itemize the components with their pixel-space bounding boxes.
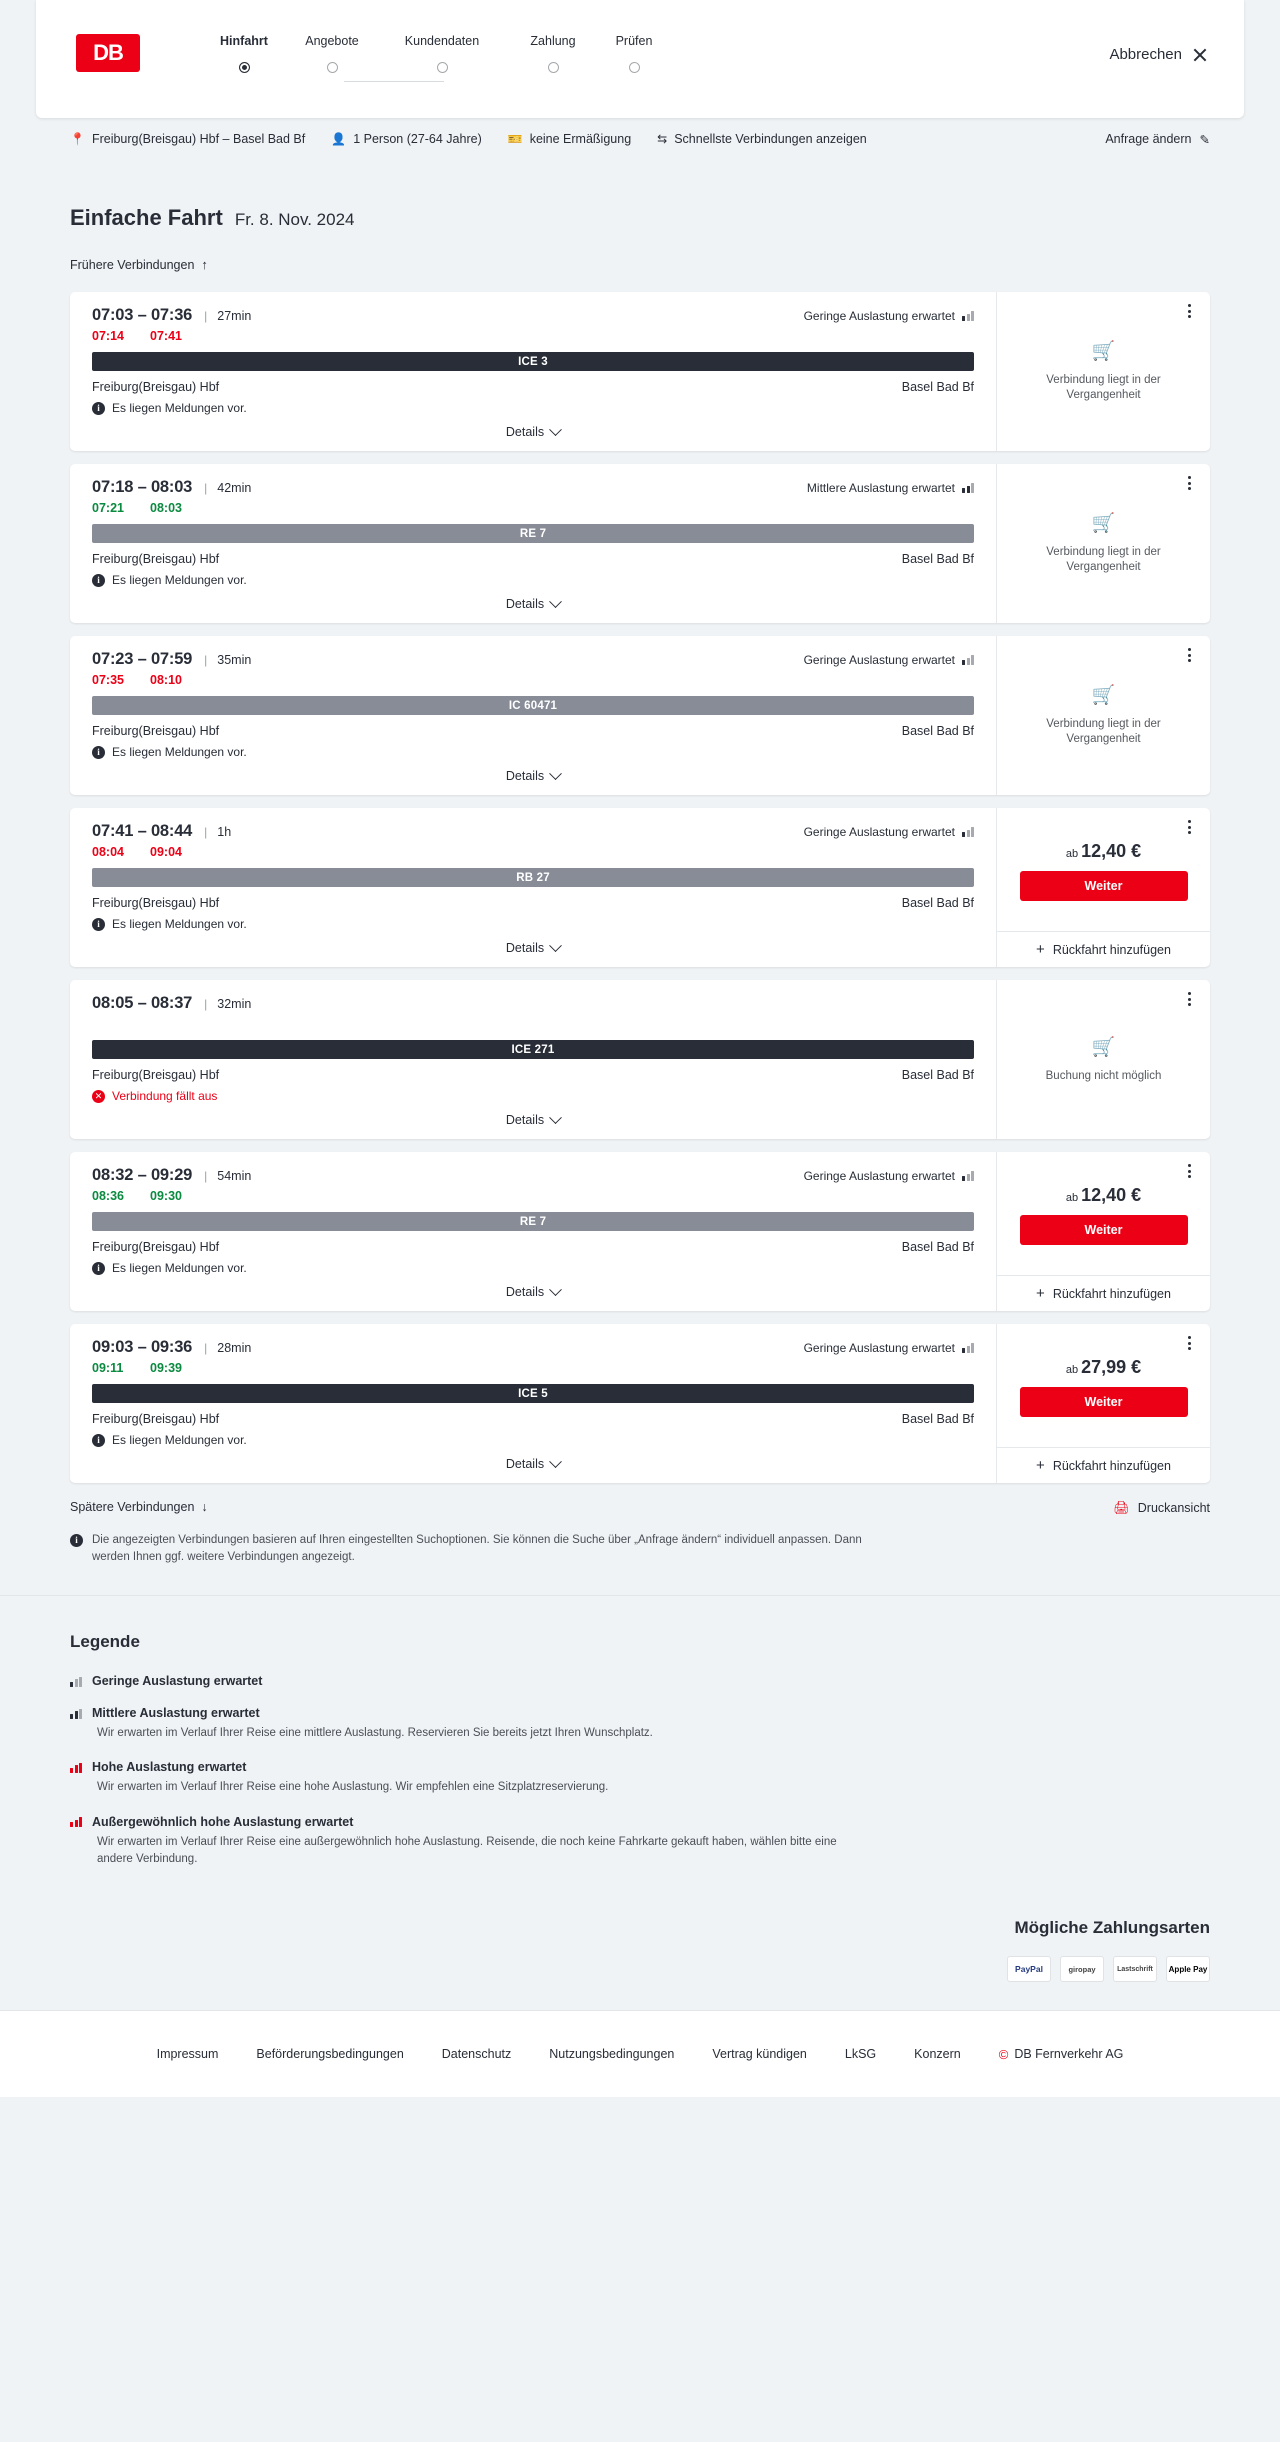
edit-search-label: Anfrage ändern xyxy=(1105,132,1192,146)
time-separator: | xyxy=(204,1340,208,1355)
chevron-down-icon xyxy=(549,595,562,608)
details-toggle[interactable] xyxy=(92,769,974,785)
occupancy-icon xyxy=(962,310,974,321)
legend-items xyxy=(70,1674,1210,1868)
step-dot xyxy=(437,62,448,73)
details-label: Details xyxy=(505,597,545,611)
connection-duration: 27min xyxy=(217,308,252,323)
step-label: Hinfahrt xyxy=(220,34,268,48)
add-return-button[interactable] xyxy=(997,1447,1210,1483)
not-bookable-text: Buchung nicht möglich xyxy=(1045,1069,1162,1082)
page-title xyxy=(70,205,355,231)
connection-details xyxy=(70,980,996,1139)
chevron-down-icon xyxy=(549,1455,562,1468)
connection-booking-panel xyxy=(996,1152,1210,1311)
step-kundendaten[interactable] xyxy=(387,34,497,73)
details-toggle[interactable] xyxy=(92,941,974,957)
connection-booking-panel xyxy=(996,980,1210,1139)
connection-details xyxy=(70,1152,996,1311)
occupancy-indicator xyxy=(804,1341,974,1355)
legend-item xyxy=(70,1760,1210,1796)
legend-item xyxy=(70,1815,1210,1869)
details-toggle[interactable] xyxy=(92,425,974,441)
info-icon: i xyxy=(92,918,105,931)
details-toggle[interactable] xyxy=(92,597,974,613)
plus-icon: + xyxy=(1036,941,1045,958)
copyright-text: DB Fernverkehr AG xyxy=(1014,2047,1124,2061)
time-separator: | xyxy=(204,652,208,667)
later-connections-label: Spätere Verbindungen xyxy=(70,1500,195,1514)
later-connections-button[interactable] xyxy=(70,1500,208,1514)
step-label: Prüfen xyxy=(615,34,653,48)
plus-icon: + xyxy=(1036,1457,1045,1474)
plus-icon: + xyxy=(1036,1285,1045,1302)
messages-notice[interactable] xyxy=(92,573,974,587)
occupancy-indicator xyxy=(807,481,974,495)
occupancy-icon xyxy=(70,1708,82,1719)
info-icon: i xyxy=(92,746,105,759)
past-connection-notice xyxy=(1011,683,1196,748)
connection-card[interactable] xyxy=(70,808,1210,967)
connection-details xyxy=(70,464,996,623)
step-pruefen[interactable] xyxy=(594,34,674,73)
footer-link[interactable]: Nutzungsbedingungen xyxy=(549,2047,675,2061)
search-hint xyxy=(70,1532,890,1567)
notice-text: Es liegen Meldungen vor. xyxy=(112,917,247,931)
connection-card[interactable] xyxy=(70,1152,1210,1311)
continue-button[interactable]: Weiter xyxy=(1020,1387,1188,1417)
past-connection-text: Verbindung liegt in der Vergangenheit xyxy=(1046,373,1161,402)
chevron-down-icon xyxy=(549,1111,562,1124)
actual-departure: 08:04 xyxy=(92,845,124,859)
error-icon: ✕ xyxy=(92,1090,105,1103)
cancellation-notice[interactable] xyxy=(92,1089,974,1103)
connection-duration: 1h xyxy=(217,824,232,839)
origin-station: Freiburg(Breisgau) Hbf xyxy=(92,1068,220,1082)
step-dot xyxy=(327,62,338,73)
connection-card[interactable] xyxy=(70,1324,1210,1483)
copyright xyxy=(999,2047,1124,2062)
arrow-up-icon: ↑ xyxy=(201,257,208,272)
messages-notice[interactable] xyxy=(92,745,974,759)
time-separator: | xyxy=(204,824,208,839)
summary-passengers-text: 1 Person (27-64 Jahre) xyxy=(353,132,482,146)
price-prefix: ab xyxy=(1065,1363,1079,1376)
legend-item-label: Hohe Auslastung erwartet xyxy=(92,1760,247,1775)
notice-text: Es liegen Meldungen vor. xyxy=(112,573,247,587)
destination-station: Basel Bad Bf xyxy=(901,896,974,910)
legend-item-label: Mittlere Auslastung erwartet xyxy=(92,1706,260,1720)
more-options-icon[interactable] xyxy=(1182,990,1196,1008)
connection-time-range: 08:32 – 09:29 xyxy=(92,1166,193,1184)
origin-station: Freiburg(Breisgau) Hbf xyxy=(92,380,220,394)
connection-duration: 42min xyxy=(217,480,252,495)
details-label: Details xyxy=(505,941,545,955)
copyright-icon: © xyxy=(998,2046,1009,2062)
direct-debit-icon xyxy=(1113,1956,1157,1982)
occupancy-label: Geringe Auslastung erwartet xyxy=(803,1340,955,1355)
actual-arrival: 08:10 xyxy=(150,673,182,687)
legend-item-label: Geringe Auslastung erwartet xyxy=(92,1674,263,1688)
page-title-date: Fr. 8. Nov. 2024 xyxy=(234,210,355,229)
connection-card[interactable] xyxy=(70,636,1210,795)
payment-icons xyxy=(1007,1956,1210,1982)
apple-pay-icon xyxy=(1166,1956,1210,1982)
details-toggle[interactable] xyxy=(92,1457,974,1473)
occupancy-indicator xyxy=(804,309,974,323)
actual-times xyxy=(92,501,974,517)
summary-discount-text: keine Ermäßigung xyxy=(529,132,632,146)
print-view-button[interactable] xyxy=(1113,1500,1210,1516)
price-label: ab 12,40 € xyxy=(1065,1184,1142,1205)
connection-time-range: 07:41 – 08:44 xyxy=(92,822,193,840)
footer-links xyxy=(0,2011,1280,2097)
legend-item xyxy=(70,1706,1210,1742)
origin-station: Freiburg(Breisgau) Hbf xyxy=(92,896,220,910)
legend-section xyxy=(0,1595,1280,1916)
info-icon: i xyxy=(70,1534,83,1547)
past-connection-notice xyxy=(1011,339,1196,404)
info-icon: i xyxy=(92,1262,105,1275)
pencil-icon: ✎ xyxy=(1199,132,1210,147)
db-logo xyxy=(76,34,140,72)
actual-departure: 08:36 xyxy=(92,1189,124,1203)
messages-notice[interactable] xyxy=(92,401,974,415)
more-options-icon[interactable] xyxy=(1182,302,1196,320)
occupancy-icon xyxy=(962,654,974,665)
notice-text: Verbindung fällt aus xyxy=(112,1089,218,1103)
ticket-icon: 🎫 xyxy=(507,132,523,146)
details-toggle[interactable] xyxy=(92,1285,974,1301)
actual-arrival: 07:41 xyxy=(150,329,182,343)
notice-text: Es liegen Meldungen vor. xyxy=(112,401,247,415)
summary-options-text: Schnellste Verbindungen anzeigen xyxy=(674,132,867,146)
details-label: Details xyxy=(505,1457,545,1471)
occupancy-icon xyxy=(70,1676,82,1687)
train-bar: RE 7 xyxy=(92,524,974,543)
header xyxy=(36,0,1244,118)
summary-route-text: Freiburg(Breisgau) Hbf – Basel Bad Bf xyxy=(91,132,306,146)
legend-item-description: Wir erwarten im Verlauf Ihrer Reise eine mittlere Auslastung. Reservieren Sie bereits jetzt Ihren Wunschplatz. xyxy=(97,1727,653,1739)
connection-time-range: 08:05 – 08:37 xyxy=(92,994,193,1012)
connection-card[interactable] xyxy=(70,464,1210,623)
origin-station: Freiburg(Breisgau) Hbf xyxy=(92,724,220,738)
actual-times xyxy=(92,329,974,345)
checkout-stepper xyxy=(204,34,764,84)
occupancy-indicator xyxy=(804,653,974,667)
destination-station: Basel Bad Bf xyxy=(901,1412,974,1426)
print-view-label: Druckansicht xyxy=(1137,1501,1210,1515)
chevron-down-icon xyxy=(549,939,562,952)
notice-text: Es liegen Meldungen vor. xyxy=(112,745,247,759)
connection-duration: 35min xyxy=(217,652,252,667)
actual-departure: 07:35 xyxy=(92,673,124,687)
details-label: Details xyxy=(505,1285,545,1299)
db-logo-text: DB xyxy=(93,40,123,65)
connection-duration: 54min xyxy=(217,1168,252,1183)
actual-times xyxy=(92,1361,974,1377)
connection-card[interactable] xyxy=(70,292,1210,451)
connection-booking-panel xyxy=(996,808,1210,967)
actual-arrival: 09:04 xyxy=(150,845,182,859)
close-icon xyxy=(1192,47,1208,63)
occupancy-icon xyxy=(70,1816,82,1827)
not-bookable-notice xyxy=(1046,1035,1162,1084)
legend-item-head xyxy=(70,1760,1210,1774)
connection-duration: 32min xyxy=(217,996,252,1011)
actual-times xyxy=(92,673,974,689)
footer-link[interactable]: Datenschutz xyxy=(441,2047,512,2061)
apple-pay-label: Apple Pay xyxy=(1168,1964,1208,1974)
chevron-down-icon xyxy=(549,1283,562,1296)
messages-notice[interactable] xyxy=(92,1261,974,1275)
connection-details xyxy=(70,292,996,451)
occupancy-icon xyxy=(962,482,974,493)
legend-item-head xyxy=(70,1815,1210,1829)
more-options-icon[interactable] xyxy=(1182,1334,1196,1352)
more-options-icon[interactable] xyxy=(1182,646,1196,664)
chevron-down-icon xyxy=(549,767,562,780)
details-label: Details xyxy=(505,425,545,439)
arrow-down-icon: ↓ xyxy=(201,1500,208,1514)
earlier-connections-label: Frühere Verbindungen xyxy=(70,257,195,272)
actual-departure: 07:21 xyxy=(92,501,124,515)
connection-booking-panel xyxy=(996,636,1210,795)
cart-icon: 🛒 xyxy=(1091,341,1116,363)
cancel-label: Abbrechen xyxy=(1109,46,1182,63)
legend-title: Legende xyxy=(70,1632,140,1651)
step-zahlung[interactable] xyxy=(513,34,593,73)
legend-item-description: Wir erwarten im Verlauf Ihrer Reise eine hohe Auslastung. Wir empfehlen eine Sitzplatzreservierung. xyxy=(97,1781,609,1794)
occupancy-indicator xyxy=(804,825,974,839)
summary-discount[interactable] xyxy=(508,132,631,146)
continue-button[interactable]: Weiter xyxy=(1020,1215,1188,1245)
giropay-label: giropay xyxy=(1068,1964,1096,1974)
search-hint-text: Die angezeigten Verbindungen basieren auf Ihren eingestellten Suchoptionen. Sie können die Suche über „Anfrage ändern“ individuell anpassen. Dann werden Ihnen ggf. weitere Verbindungen angezeigt. xyxy=(92,1534,862,1564)
price-label: ab 27,99 € xyxy=(1065,1356,1142,1377)
cart-icon: 🛒 xyxy=(1091,685,1116,707)
legend-item xyxy=(70,1674,1210,1688)
train-bar: ICE 5 xyxy=(92,1384,974,1403)
add-return-button[interactable] xyxy=(997,1275,1210,1311)
connection-time-range: 07:18 – 08:03 xyxy=(92,478,193,496)
time-separator: | xyxy=(204,1168,208,1183)
destination-station: Basel Bad Bf xyxy=(901,724,974,738)
step-hinfahrt[interactable] xyxy=(204,34,284,73)
legend-item-label: Außergewöhnlich hohe Auslastung erwartet xyxy=(92,1814,354,1829)
notice-text: Es liegen Meldungen vor. xyxy=(112,1433,247,1447)
time-separator: | xyxy=(204,480,208,495)
summary-passengers[interactable] xyxy=(331,132,482,146)
cart-icon: 🛒 xyxy=(1091,1036,1116,1058)
details-label: Details xyxy=(505,1113,545,1127)
legend-item-head xyxy=(70,1674,1210,1688)
connection-time-range: 07:23 – 07:59 xyxy=(92,650,193,668)
more-options-icon[interactable] xyxy=(1182,474,1196,492)
paypal-icon xyxy=(1007,1956,1051,1982)
chevron-down-icon xyxy=(549,423,562,436)
legend-item-head xyxy=(70,1706,1210,1720)
payment-title: Mögliche Zahlungsarten xyxy=(1014,1918,1210,1937)
destination-station: Basel Bad Bf xyxy=(901,380,974,394)
actual-departure: 09:11 xyxy=(92,1361,124,1375)
occupancy-label: Geringe Auslastung erwartet xyxy=(803,308,955,323)
step-dot xyxy=(629,62,640,73)
search-summary-bar xyxy=(70,118,1210,160)
edit-search-button[interactable] xyxy=(1105,132,1210,147)
page-title-main: Einfache Fahrt xyxy=(70,205,223,230)
connection-booking-panel xyxy=(996,1324,1210,1483)
connection-booking-panel xyxy=(996,464,1210,623)
origin-station: Freiburg(Breisgau) Hbf xyxy=(92,552,220,566)
summary-options[interactable] xyxy=(657,132,867,146)
train-bar: ICE 271 xyxy=(92,1040,974,1059)
past-connection-notice xyxy=(1011,511,1196,576)
destination-station: Basel Bad Bf xyxy=(901,552,974,566)
connection-booking-panel xyxy=(996,292,1210,451)
add-return-label: Rückfahrt hinzufügen xyxy=(1052,1458,1171,1473)
step-angebote[interactable] xyxy=(292,34,372,73)
add-return-label: Rückfahrt hinzufügen xyxy=(1052,1286,1171,1301)
footer-link[interactable]: Beförderungsbedingungen xyxy=(256,2047,404,2061)
connection-duration: 28min xyxy=(217,1340,252,1355)
train-bar: RE 7 xyxy=(92,1212,974,1231)
info-icon: i xyxy=(92,574,105,587)
earlier-connections-button[interactable] xyxy=(70,257,208,272)
actual-times xyxy=(92,1189,974,1205)
price-prefix: ab xyxy=(1065,1191,1079,1204)
connection-time-range: 09:03 – 09:36 xyxy=(92,1338,193,1356)
direct-debit-label: Lastschrift xyxy=(1117,1965,1153,1973)
cart-icon: 🛒 xyxy=(1091,513,1116,535)
add-return-label: Rückfahrt hinzufügen xyxy=(1052,942,1171,957)
step-label: Zahlung xyxy=(530,34,576,48)
actual-arrival: 09:39 xyxy=(150,1361,182,1375)
details-label: Details xyxy=(505,769,545,783)
step-dot xyxy=(239,62,250,73)
messages-notice[interactable] xyxy=(92,1433,974,1447)
train-bar: IC 60471 xyxy=(92,696,974,715)
train-bar: RB 27 xyxy=(92,868,974,887)
add-return-button[interactable] xyxy=(997,931,1210,967)
messages-notice[interactable] xyxy=(92,917,974,931)
continue-button[interactable]: Weiter xyxy=(1020,871,1188,901)
location-pin-icon: 📍 xyxy=(70,132,85,146)
occupancy-icon xyxy=(962,1342,974,1353)
past-connection-text: Verbindung liegt in der Vergangenheit xyxy=(1046,717,1161,746)
swap-icon: ⇆ xyxy=(657,132,668,146)
more-options-icon[interactable] xyxy=(1182,1162,1196,1180)
connection-list xyxy=(70,292,1210,1496)
cancel-button[interactable] xyxy=(1109,46,1208,63)
time-separator: | xyxy=(204,996,208,1011)
footer-link[interactable]: Konzern xyxy=(914,2047,961,2061)
occupancy-icon xyxy=(70,1762,82,1773)
info-icon: i xyxy=(92,402,105,415)
summary-route[interactable] xyxy=(70,132,305,146)
occupancy-icon xyxy=(962,1170,974,1181)
train-bar: ICE 3 xyxy=(92,352,974,371)
footer-link[interactable]: Vertrag kündigen xyxy=(712,2047,807,2061)
step-label: Angebote xyxy=(305,34,359,48)
destination-station: Basel Bad Bf xyxy=(901,1068,974,1082)
legend-item-description: Wir erwarten im Verlauf Ihrer Reise eine außergewöhnlich hohe Auslastung. Reisende, die noch keine Fahrkarte gekauft haben, wählen bitte eine andere Verbindung. xyxy=(97,1835,837,1865)
origin-station: Freiburg(Breisgau) Hbf xyxy=(92,1412,220,1426)
connection-details xyxy=(70,636,996,795)
time-separator: | xyxy=(204,308,208,323)
details-toggle[interactable] xyxy=(92,1113,974,1129)
printer-icon: 🖨 xyxy=(1113,1500,1130,1515)
footer-link[interactable]: Impressum xyxy=(156,2047,219,2061)
occupancy-label: Geringe Auslastung erwartet xyxy=(803,824,955,839)
connection-details xyxy=(70,808,996,967)
occupancy-icon xyxy=(962,826,974,837)
footer xyxy=(0,2010,1280,2097)
past-connection-text: Verbindung liegt in der Vergangenheit xyxy=(1046,545,1161,574)
actual-times xyxy=(92,1017,974,1033)
occupancy-label: Geringe Auslastung erwartet xyxy=(803,652,955,667)
origin-station: Freiburg(Breisgau) Hbf xyxy=(92,1240,220,1254)
connection-time-range: 07:03 – 07:36 xyxy=(92,306,193,324)
price-label: ab 12,40 € xyxy=(1065,840,1142,861)
actual-arrival: 08:03 xyxy=(150,501,182,515)
actual-arrival: 09:30 xyxy=(150,1189,182,1203)
step-dot xyxy=(548,62,559,73)
price-prefix: ab xyxy=(1065,847,1079,860)
occupancy-label: Mittlere Auslastung erwartet xyxy=(806,480,955,495)
notice-text: Es liegen Meldungen vor. xyxy=(112,1261,247,1275)
person-icon: 👤 xyxy=(331,132,347,146)
connection-card[interactable] xyxy=(70,980,1210,1139)
actual-departure: 07:14 xyxy=(92,329,124,343)
paypal-label: PayPal xyxy=(1015,1964,1043,1974)
connection-details xyxy=(70,1324,996,1483)
occupancy-indicator xyxy=(804,1169,974,1183)
step-label: Kundendaten xyxy=(404,34,480,48)
giropay-icon xyxy=(1060,1956,1104,1982)
destination-station: Basel Bad Bf xyxy=(901,1240,974,1254)
actual-times xyxy=(92,845,974,861)
occupancy-label: Geringe Auslastung erwartet xyxy=(803,1168,955,1183)
more-options-icon[interactable] xyxy=(1182,818,1196,836)
info-icon: i xyxy=(92,1434,105,1447)
footer-link[interactable]: LkSG xyxy=(844,2047,877,2061)
